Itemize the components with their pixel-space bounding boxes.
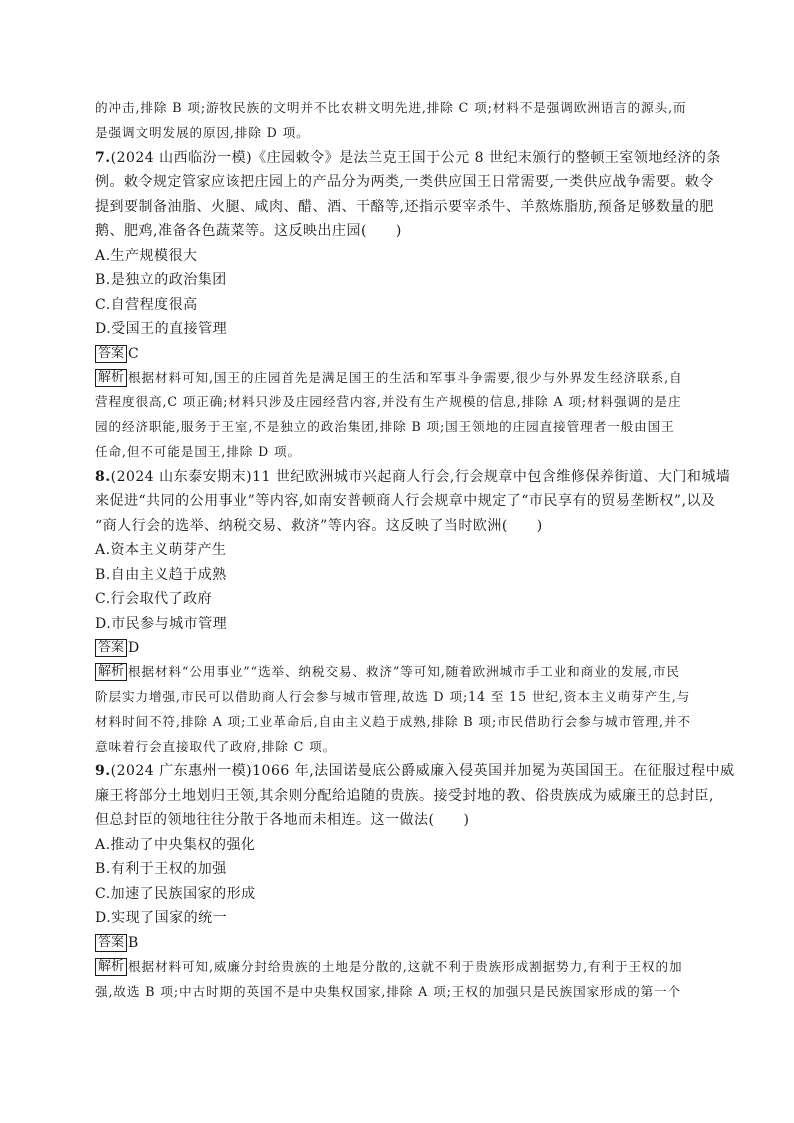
option-b: B.有利于王权的加强: [95, 861, 227, 878]
option-c: C.行会取代了政府: [95, 591, 213, 608]
question-8: [95, 465, 731, 760]
explanation-line: 解析 根据材料“公用事业”“选举、纳税交易、救济”等可知,随着欧洲城市手工业和商业的发展,市民: [95, 660, 700, 685]
question-number: 9.: [95, 763, 111, 780]
question-stem-line: 但总封臣的领地往往分散于各地而未相连。这一做法( ): [95, 812, 470, 829]
explanation-line: 营程度很高,C 项正确;材料只涉及庄园经营内容,并没有生产规模的信息,排除 A 项;材料强调的是庄: [95, 394, 682, 410]
question-number: 7.: [95, 149, 111, 166]
question-stem-line: 廉王将部分土地划归王领,其余则分配给追随的贵族。接受封地的教、俗贵族成为威廉王的总封臣,: [95, 787, 714, 804]
explanation-tag: 解析: [95, 958, 127, 976]
explanation-line: 园的经济职能,服务于王室,不是独立的政治集团,排除 B 项;国王领地的庄园直接管理者一般由国王: [95, 419, 675, 435]
question-9: [95, 759, 735, 1004]
answer-tag: 答案: [95, 345, 127, 363]
option-a: A.生产规模很大: [95, 247, 198, 264]
question-stem-line: 鹅、肥鸡,准备各色蔬菜等。这反映出庄园( ): [95, 223, 402, 240]
explanation-line: 强,故选 B 项;中古时期的英国不是中央集权国家,排除 A 项;王权的加强只是民族国家形成的第一个: [95, 983, 682, 999]
answer-value: C: [128, 345, 139, 362]
option-a: A.推动了中央集权的强化: [95, 836, 256, 853]
explanation-line: 意味着行会直接取代了政府,排除 C 项。: [95, 738, 337, 754]
option-d: D.实现了国家的统一: [95, 910, 228, 927]
question-stem-line: 7.(2024 山西临汾一模)《庄园敕令》是法兰克王国于公元 8 世纪末颁行的整顿王室领地经济的条: [95, 149, 721, 166]
explanation-tag: 解析: [95, 663, 127, 681]
question-stem-line: “商人行会的选举、纳税交易、救济”等内容。这反映了当时欧洲( ): [95, 517, 543, 534]
question-stem-line: 来促进“共同的公用事业”等内容,如南安普顿商人行会规章中规定了“市民享有的贸易垄断权”,以及: [95, 493, 716, 510]
answer-row: [95, 342, 700, 366]
option-c: C.自营程度很高: [95, 296, 198, 313]
intro-line-1: 的冲击,排除 B 项;游牧民族的文明并不比农耕文明先进,排除 C 项;材料不是强调欧洲语言的源头,而: [95, 100, 687, 115]
question-number: 8.: [95, 468, 111, 485]
intro-line-2: 是强调文明发展的原因,排除 D 项。: [95, 124, 310, 140]
explanation-line: 解析 根据材料可知,国王的庄园首先是满足国王的生活和军事斗争需要,很少与外界发生经济联系,自: [95, 366, 700, 391]
intro-explanation: [95, 96, 700, 146]
option-d: D.受国王的直接管理: [95, 321, 228, 338]
option-b: B.自由主义趋于成熟: [95, 566, 227, 583]
explanation-line: 任命,但不可能是国王,排除 D 项。: [95, 443, 302, 459]
question-stem-line: 提到要制备油脂、火腿、咸肉、醋、酒、干酪等,还指示要宰杀牛、羊熬炼脂肪,预备足够数量的肥: [95, 198, 714, 215]
explanation-line: 阶层实力增强,市民可以借助商人行会参与城市管理,故选 D 项;14 至 15 世纪,资本主义萌芽产生,与: [95, 689, 691, 705]
option-a: A.资本主义萌芽产生: [95, 542, 227, 559]
answer-tag: 答案: [95, 934, 127, 952]
answer-row: [95, 931, 700, 955]
document-page: [95, 96, 735, 1005]
question-stem-line: 8.(2024 山东泰安期末)11 世纪欧洲城市兴起商人行会,行会规章中包含维修保养街道、大门和城墙: [95, 468, 731, 485]
question-stem-line: 例。敕令规定管家应该把庄园上的产品分为两类,一类供应国王日常需要,一类供应战争需要。敕令: [95, 174, 714, 191]
answer-row: [95, 636, 700, 660]
explanation-line: 材料时间不符,排除 A 项;工业革命后,自由主义趋于成熟,排除 B 项;市民借助行会参与城市管理,并不: [95, 713, 691, 729]
answer-value: D: [128, 640, 140, 657]
answer-value: B: [128, 934, 139, 951]
explanation-line: 解析 根据材料可知,威廉分封给贵族的土地是分散的,这就不利于贵族形成割据势力,有利于王权的加: [95, 955, 700, 980]
option-c: C.加速了民族国家的形成: [95, 885, 256, 902]
question-7: [95, 146, 721, 465]
question-stem-line: 9.(2024 广东惠州一模)1066 年,法国诺曼底公爵威廉入侵英国并加冕为英国国王。在征服过程中威: [95, 763, 735, 780]
answer-tag: 答案: [95, 639, 127, 657]
option-d: D.市民参与城市管理: [95, 615, 228, 632]
option-b: B.是独立的政治集团: [95, 272, 227, 289]
explanation-tag: 解析: [95, 369, 127, 387]
